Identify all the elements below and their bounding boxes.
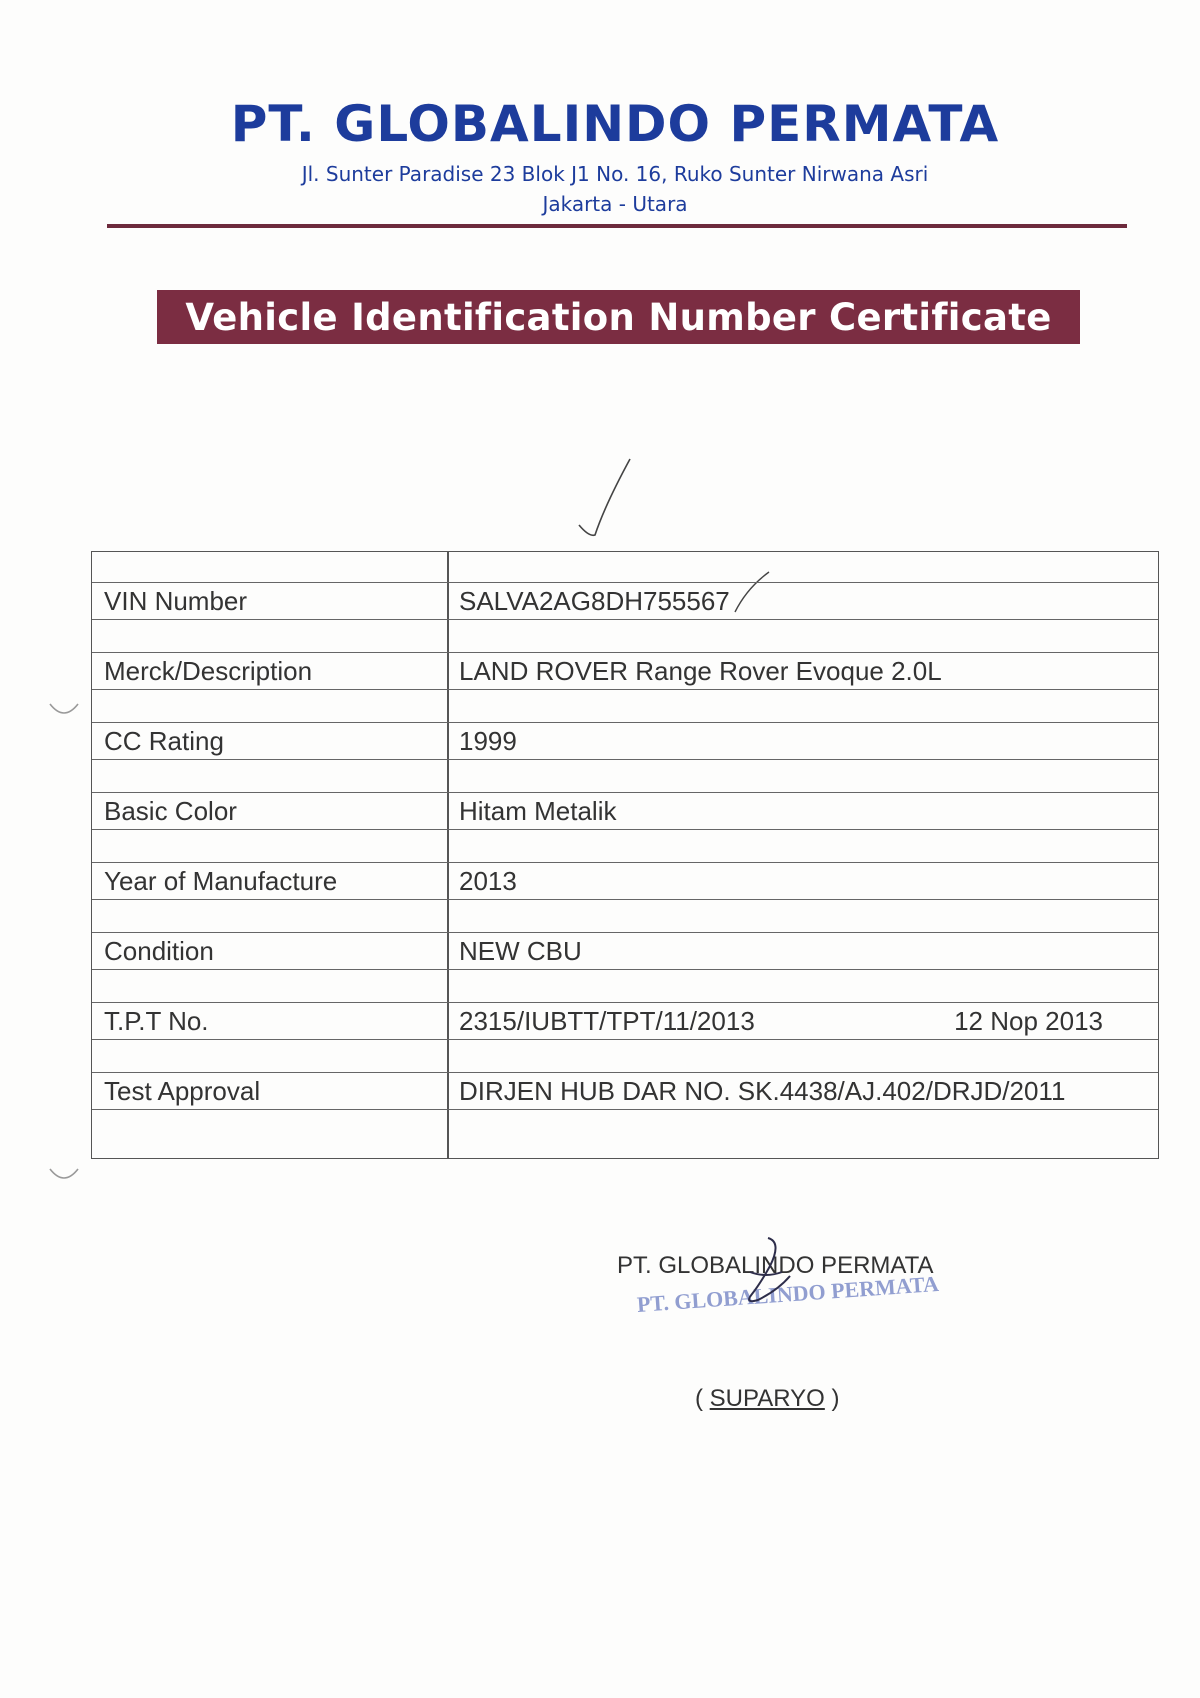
- signatory-name-text: SUPARYO: [709, 1385, 825, 1412]
- row-value: DIRJEN HUB DAR NO. SK.4438/AJ.402/DRJD/2011: [459, 1076, 1066, 1106]
- company-name: PT. GLOBALINDO PERMATA: [230, 95, 1000, 153]
- table-row: [92, 1002, 1158, 1040]
- row-value: 1999: [459, 726, 517, 756]
- row-label: VIN Number: [104, 586, 248, 616]
- column-divider: [447, 552, 449, 1158]
- row-label: Condition: [104, 936, 214, 966]
- table-row: [92, 862, 1158, 900]
- row-label: CC Rating: [104, 726, 224, 756]
- check-mark-icon: [575, 455, 635, 545]
- row-value: NEW CBU: [459, 936, 582, 966]
- table-row: [92, 582, 1158, 620]
- vin-details-table: [91, 551, 1159, 1159]
- table-row: [92, 1072, 1158, 1110]
- row-label: Basic Color: [104, 796, 237, 826]
- row-date: 12 Nop 2013: [954, 1006, 1103, 1036]
- row-value: LAND ROVER Range Rover Evoque 2.0L: [459, 656, 942, 686]
- title-banner: [157, 290, 1080, 344]
- signatory-name: [695, 1385, 840, 1413]
- signatory-company: PT. GLOBALINDO PERMATA: [617, 1252, 934, 1279]
- document-title: Vehicle Identification Number Certificate: [185, 295, 1052, 339]
- row-value: Hitam Metalik: [459, 796, 617, 826]
- signature-scribble-icon: [730, 1232, 800, 1322]
- table-row: [92, 792, 1158, 830]
- row-value: 2013: [459, 866, 517, 896]
- table-row: [92, 652, 1158, 690]
- header-divider: [107, 224, 1127, 228]
- row-label: Test Approval: [104, 1076, 261, 1106]
- row-value: SALVA2AG8DH755567: [459, 586, 730, 616]
- close-paren: ): [831, 1385, 840, 1412]
- row-label: Year of Manufacture: [104, 866, 338, 896]
- open-paren: (: [695, 1385, 703, 1412]
- table-row: [92, 722, 1158, 760]
- row-label: Merck/Description: [104, 656, 313, 686]
- table-row: [92, 932, 1158, 970]
- punch-hole-icon: [46, 700, 82, 724]
- company-stamp: PT. GLOBALINDO PERMATA: [636, 1270, 940, 1317]
- row-value: 2315/IUBTT/TPT/11/2013: [459, 1006, 755, 1036]
- company-city: Jakarta - Utara: [542, 192, 688, 216]
- row-label: T.P.T No.: [104, 1006, 209, 1036]
- punch-hole-icon: [46, 1165, 82, 1189]
- company-address: Jl. Sunter Paradise 23 Blok J1 No. 16, Ruko Sunter Nirwana Asri: [301, 162, 929, 186]
